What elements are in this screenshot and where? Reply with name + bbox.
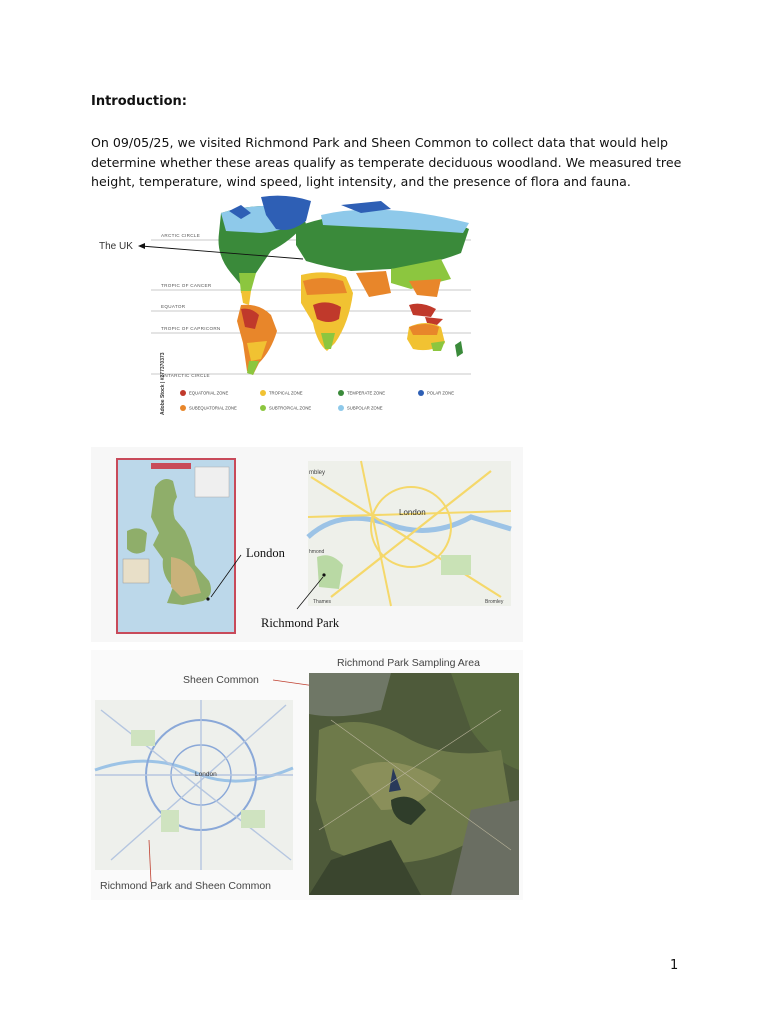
map-text: hmond — [309, 549, 325, 555]
equator-label: EQUATOR — [161, 304, 186, 309]
climate-zone-map — [91, 193, 473, 423]
legend-swatch — [338, 390, 344, 396]
tropic-cancer-label: TROPIC OF CANCER — [161, 283, 212, 288]
map-text: mbley — [309, 470, 326, 476]
greater-london-map — [95, 700, 293, 870]
arctic-circle-label: ARCTIC CIRCLE — [161, 233, 201, 238]
legend-swatch — [338, 405, 344, 411]
antarctic-circle-label: ANTARCTIC CIRCLE — [161, 373, 210, 378]
tropic-capricorn-label: TROPIC OF CAPRICORN — [161, 326, 221, 331]
legend-swatch — [260, 405, 266, 411]
map-text: Bromley — [485, 599, 504, 605]
satellite-image — [309, 673, 519, 895]
legend-swatch — [260, 390, 266, 396]
sampling-site-maps — [91, 650, 523, 900]
sheen-common-label: Sheen Common — [183, 674, 259, 686]
richmond-park-label: Richmond Park — [261, 616, 340, 630]
map-text: Thames — [313, 599, 332, 605]
richmond-sheen-label: Richmond Park and Sheen Common — [100, 880, 272, 892]
uk-callout-label: The UK — [99, 241, 133, 252]
legend-label: SUBTROPICAL ZONE — [269, 405, 312, 411]
legend-label: EQUATORIAL ZONE — [189, 390, 229, 396]
legend-label: SUBEQUATORIAL ZONE — [189, 405, 237, 411]
uk-map-image — [117, 459, 235, 633]
uk-location-maps — [91, 447, 523, 642]
sampling-area-label: Richmond Park Sampling Area — [337, 657, 480, 669]
legend-swatch — [180, 390, 186, 396]
page-number: 1 — [670, 958, 679, 973]
legend-swatch — [180, 405, 186, 411]
legend-label: POLAR ZONE — [427, 390, 454, 396]
map-text: London — [195, 771, 217, 778]
legend-label: TROPICAL ZONE — [269, 390, 303, 396]
legend-label: TEMPERATE ZONE — [347, 390, 386, 396]
stock-watermark: Adobe Stock | #277370373 — [160, 352, 166, 415]
section-heading: Introduction: — [91, 94, 187, 109]
legend-swatch — [418, 390, 424, 396]
london-label: London — [246, 546, 285, 560]
intro-paragraph: On 09/05/25, we visited Richmond Park and Sheen Common to collect data that would help determine whether these areas qualify as temperate deciduous woodland. We measured tree height, temperature, wind speed, light intensity, and the presence of flora and fauna. — [91, 135, 682, 189]
london-road-map — [308, 461, 511, 606]
legend-label: SUBPOLAR ZONE — [347, 405, 383, 411]
map-text: London — [399, 508, 426, 517]
